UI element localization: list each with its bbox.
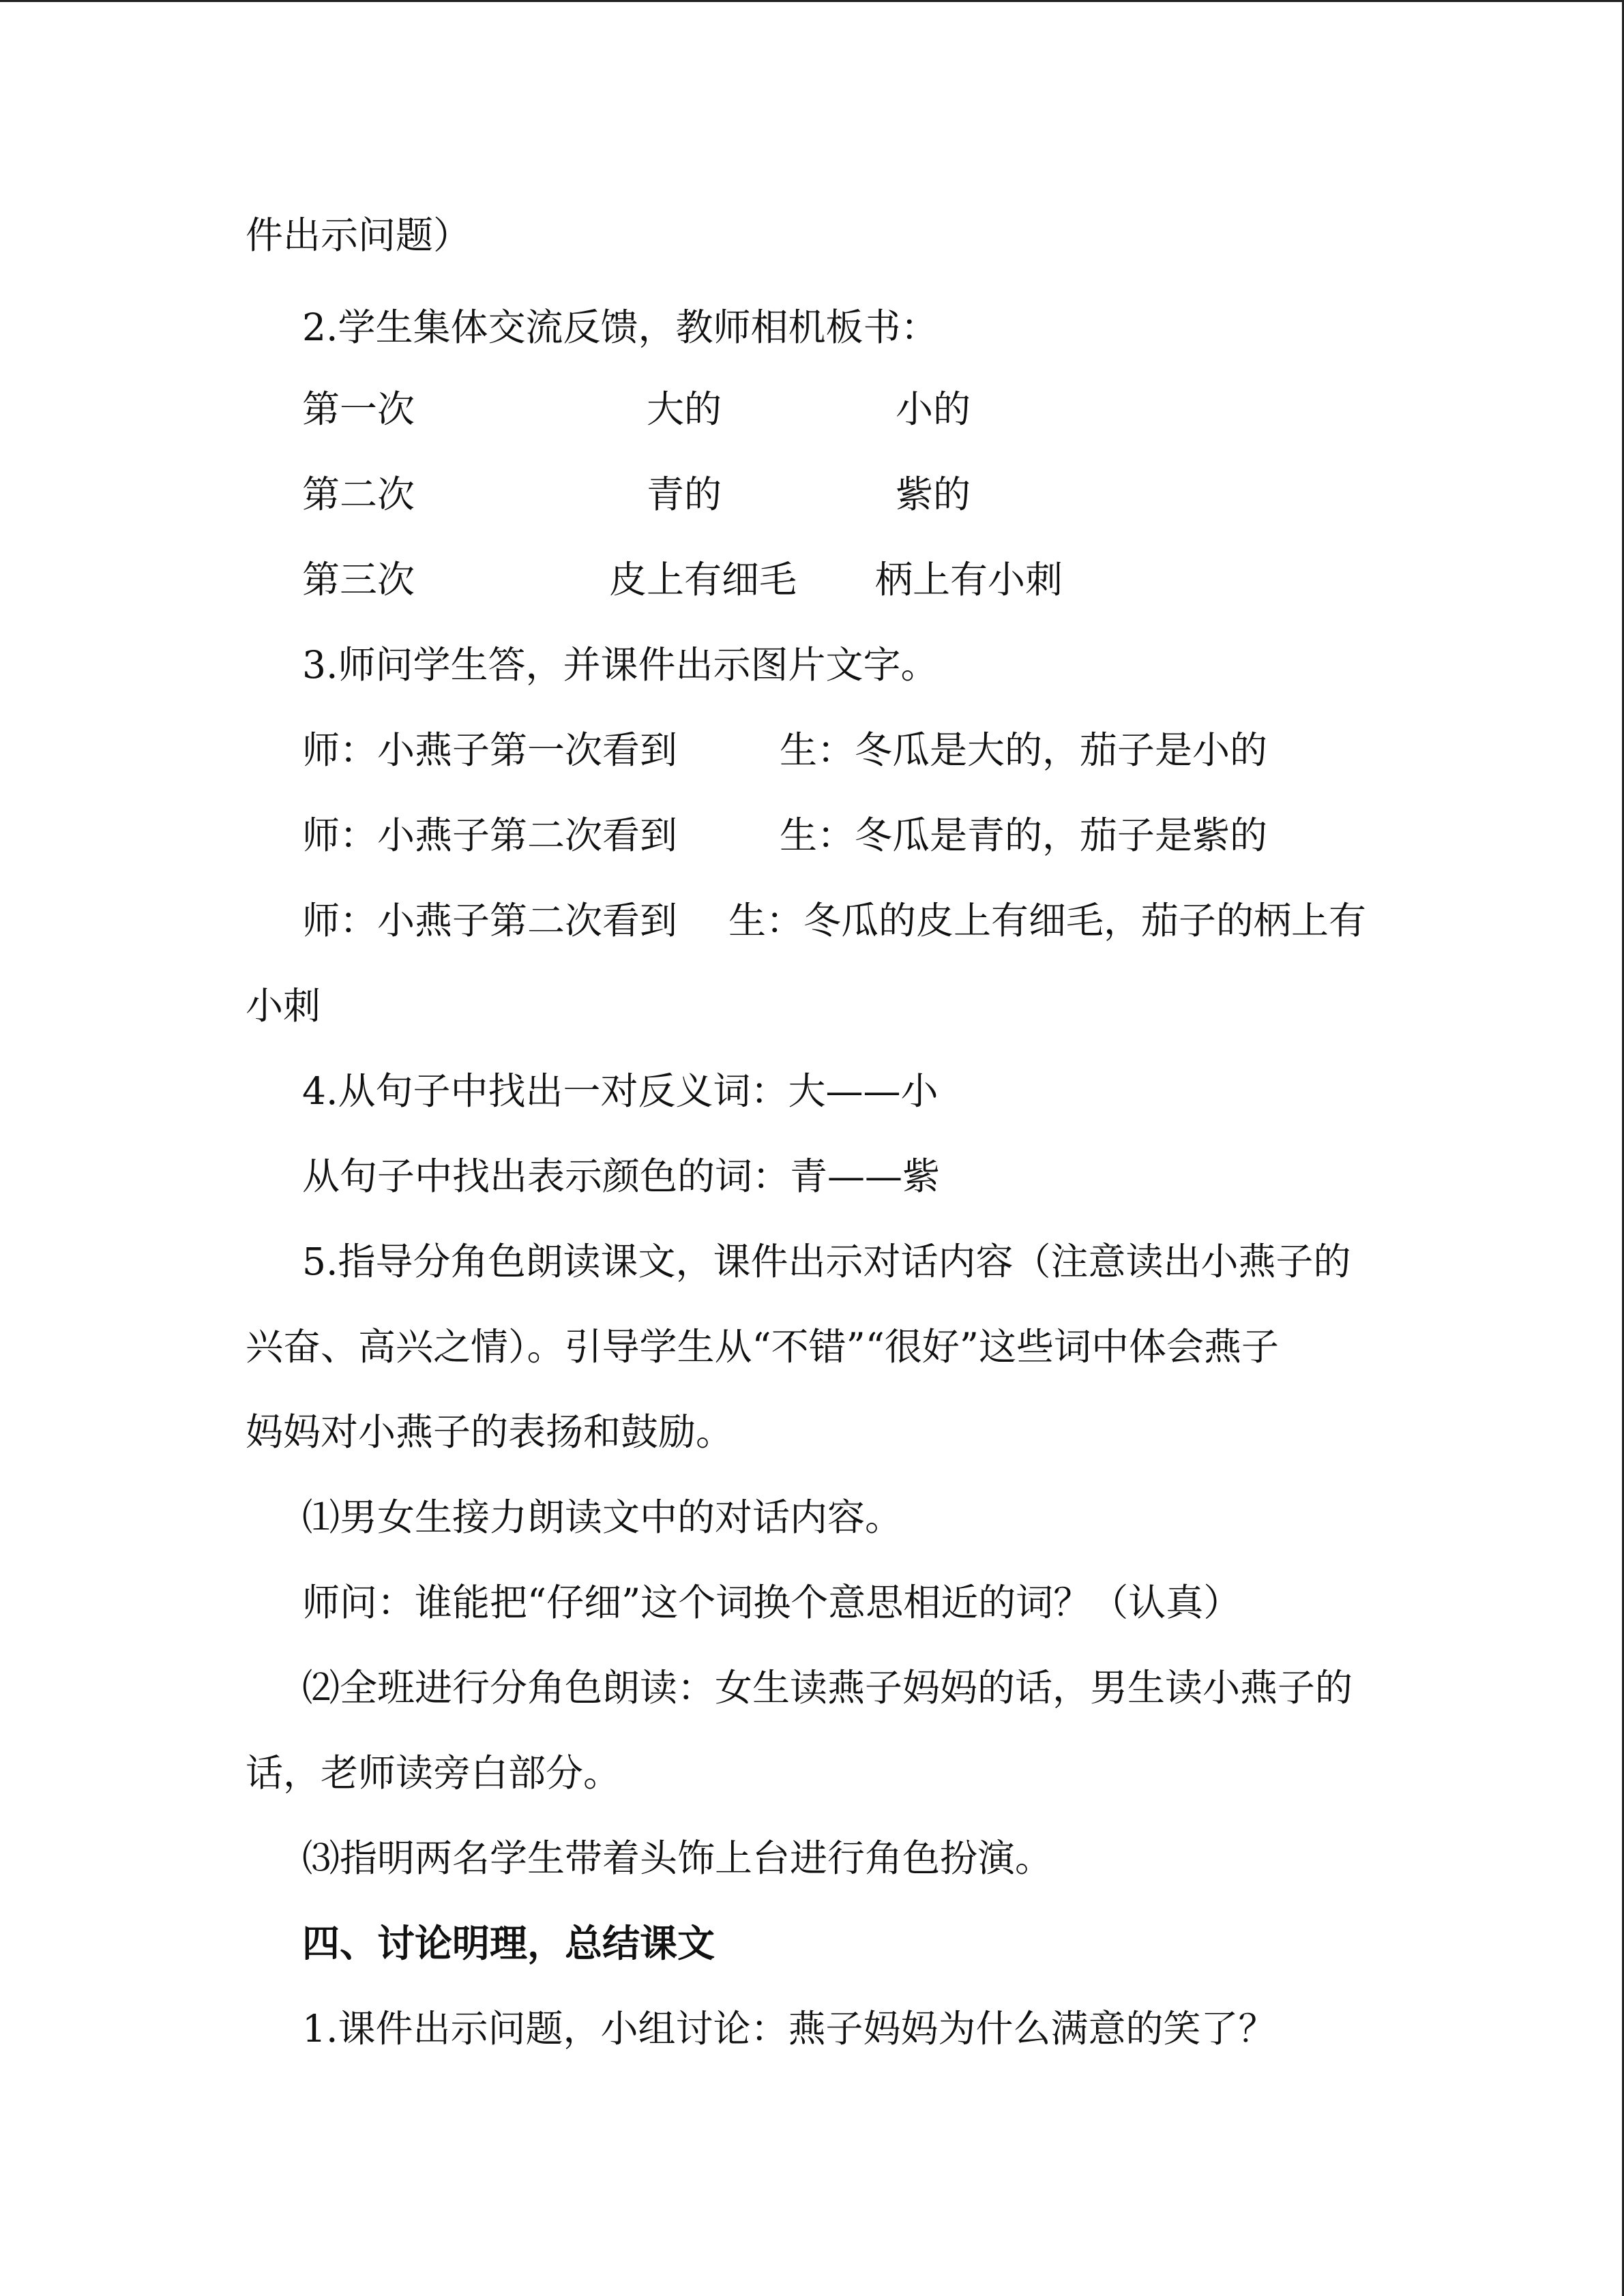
text-line: 从句子中找出表示颜色的词：青——紫: [302, 1154, 941, 1198]
board-cell: 大的: [647, 387, 722, 431]
text-line: ⑴男女生接力朗读文中的对话内容。: [302, 1495, 903, 1539]
text-line: 1.课件出示问题，小组讨论：燕子妈妈为什么满意的笑了？: [302, 2007, 1276, 2051]
student-line: 生：冬瓜是青的，茄子是紫的: [780, 814, 1268, 857]
text-line: 2.学生集体交流反馈，教师相机板书：: [302, 305, 939, 349]
board-row-label: 第二次: [302, 473, 415, 516]
text-line: 3.师问学生答，并课件出示图片文字。: [302, 643, 939, 687]
text-line: 妈妈对小燕子的表扬和鼓励。: [246, 1410, 734, 1454]
teacher-line: 师：小燕子第二次看到: [302, 899, 678, 942]
text-line: 4.从句子中找出一对反义词：大——小: [302, 1069, 939, 1113]
teacher-line: 师：小燕子第一次看到: [302, 728, 678, 772]
board-cell: 皮上有细毛: [609, 558, 797, 601]
text-line: 话，老师读旁白部分。: [246, 1751, 621, 1795]
text-line: 5.指导分角色朗读课文，课件出示对话内容（注意读出小燕子的: [302, 1240, 1351, 1283]
board-cell: 青的: [647, 473, 722, 516]
board-row-label: 第三次: [302, 558, 415, 601]
teacher-line: 师：小燕子第二次看到: [302, 814, 678, 857]
text-line: 小刺: [246, 984, 321, 1028]
student-line: 生：冬瓜的皮上有细毛，茄子的柄上有: [728, 899, 1367, 942]
board-cell: 柄上有小刺: [875, 558, 1063, 601]
board-cell: 紫的: [896, 473, 971, 516]
text-line: ⑵全班进行分角色朗读：女生读燕子妈妈的话，男生读小燕子的: [302, 1666, 1353, 1710]
section-heading: 四、讨论明理，总结课文: [302, 1921, 715, 1965]
text-line: ⑶指明两名学生带着头饰上台进行角色扮演。: [302, 1836, 1053, 1880]
text-line: 师问：谁能把“仔细”这个词换个意思相近的词？（认真）: [302, 1581, 1241, 1624]
student-line: 生：冬瓜是大的，茄子是小的: [780, 728, 1268, 772]
text-line: 兴奋、高兴之情）。引导学生从“不错”“很好”这些词中体会燕子: [246, 1325, 1279, 1369]
text-line: 件出示问题）: [246, 213, 471, 257]
board-row-label: 第一次: [302, 387, 415, 431]
board-cell: 小的: [896, 387, 971, 431]
